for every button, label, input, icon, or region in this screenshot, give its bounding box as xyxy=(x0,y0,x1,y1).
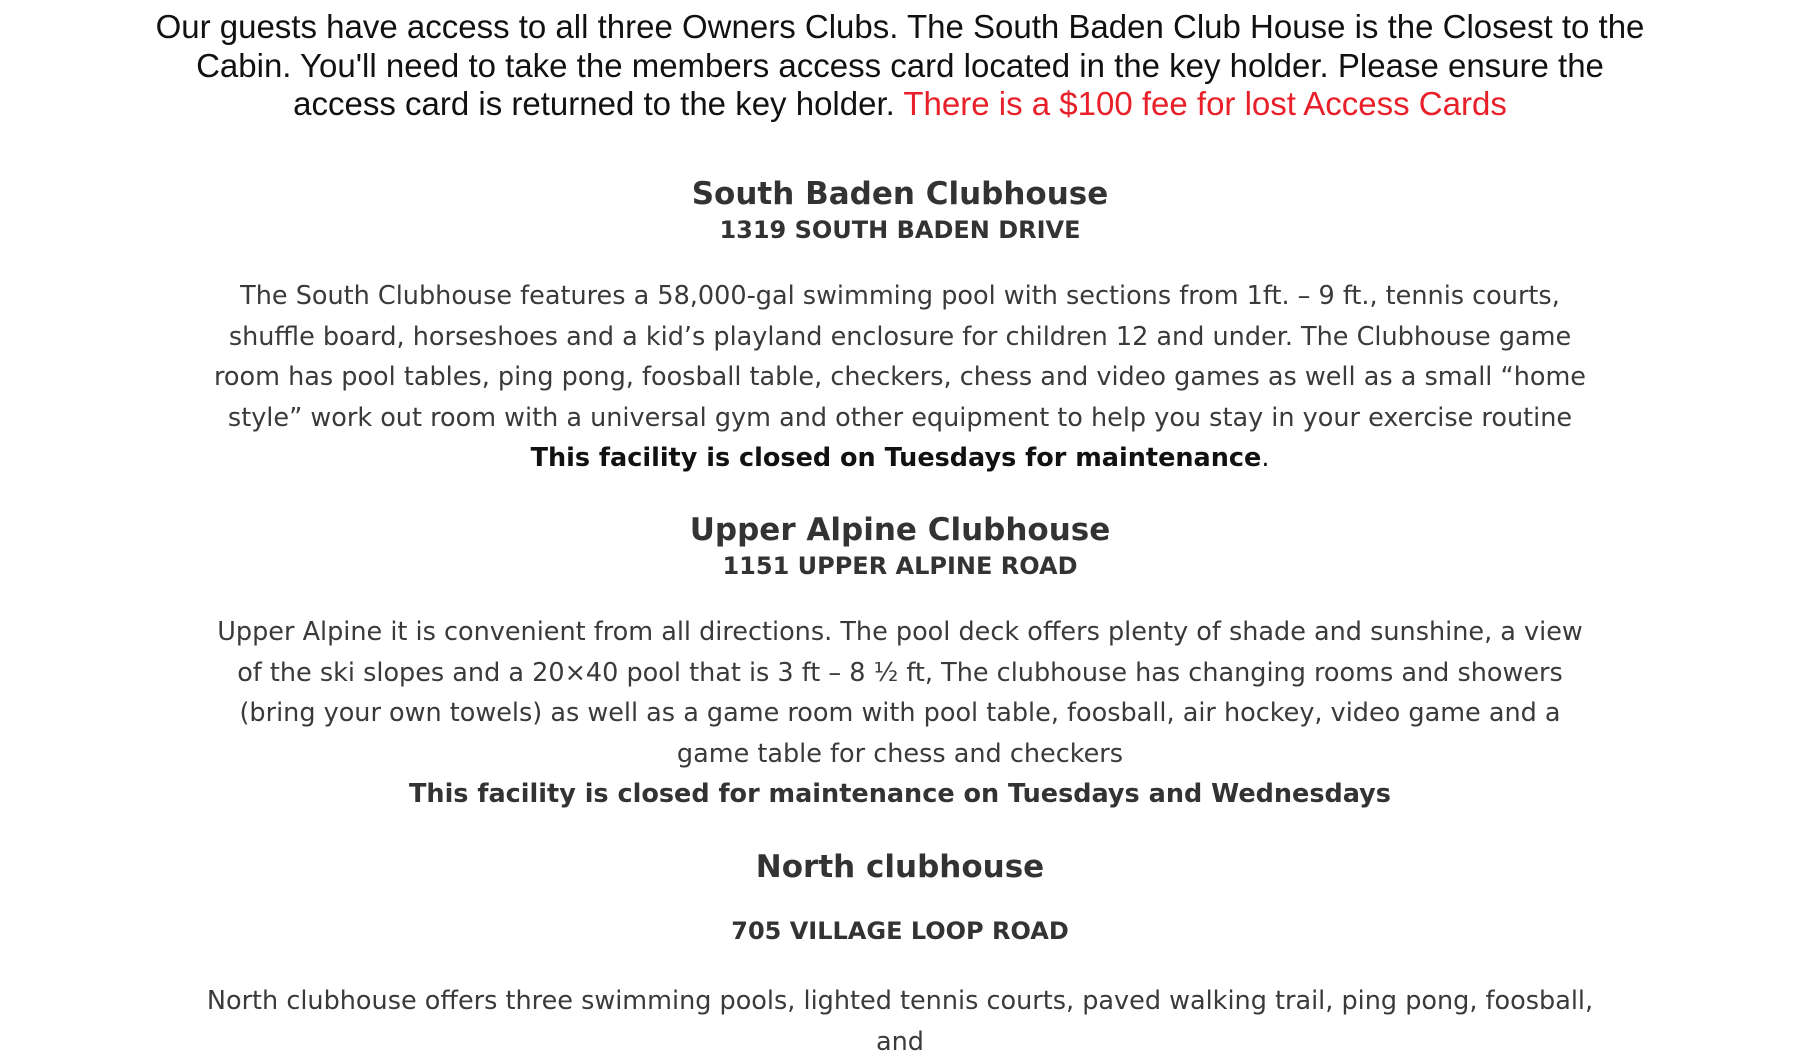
upper-alpine-clubhouse-section xyxy=(150,510,1650,814)
closure-note-period: . xyxy=(1261,443,1270,473)
club-address: 1319 SOUTH BADEN DRIVE xyxy=(719,216,1081,244)
club-description: The South Clubhouse features a 58,000-gal swimming pool with sections from 1ft. – 9 ft., tennis courts, shuffle board, horseshoes and a kid’s playland enclosure for children 12 and under. The Clubhouse game room has pool tables, ping pong, foosball table, checkers, chess and video games as well as a small “home style” work out room with a universal gym and other equipment to help you stay in your exercise routine xyxy=(214,281,1586,433)
club-closure-note: This facility is closed for maintenance on Tuesdays and Wednesdays xyxy=(409,779,1391,809)
intro-text: Our guests have access to all three Owners Clubs. The South Baden Club House is the Closest to the Cabin. You'll need to take the members access card located in the key holder. Please ensure the access card is returned to the key holder. xyxy=(155,8,1645,122)
club-description: Upper Alpine it is convenient from all directions. The pool deck offers plenty of shade and sunshine, a view of the ski slopes and a 20×40 pool that is 3 ft – 8 ½ ft, The clubhouse has changing rooms and showers (bring your own towels) as well as a game room with pool table, foosball, air hockey, video game and a game table for chess and checkers xyxy=(217,617,1583,769)
closure-note-text: This facility is closed on Tuesdays for maintenance xyxy=(530,443,1262,473)
lost-card-fee-warning: There is a $100 fee for lost Access Cards xyxy=(903,85,1507,122)
club-description: North clubhouse offers three swimming pools, lighted tennis courts, paved walking trail, ping pong, foosball, and xyxy=(206,986,1594,1057)
club-name: South Baden Clubhouse xyxy=(691,176,1109,212)
club-address: 1151 UPPER ALPINE ROAD xyxy=(722,552,1078,580)
intro-paragraph xyxy=(150,8,1650,124)
club-name: North clubhouse xyxy=(755,849,1045,885)
south-baden-clubhouse-section xyxy=(150,174,1650,478)
club-address: 705 VILLAGE LOOP ROAD xyxy=(731,917,1069,945)
club-name: Upper Alpine Clubhouse xyxy=(689,512,1111,548)
north-clubhouse-section xyxy=(150,847,1650,1062)
club-closure-note xyxy=(150,438,1650,478)
